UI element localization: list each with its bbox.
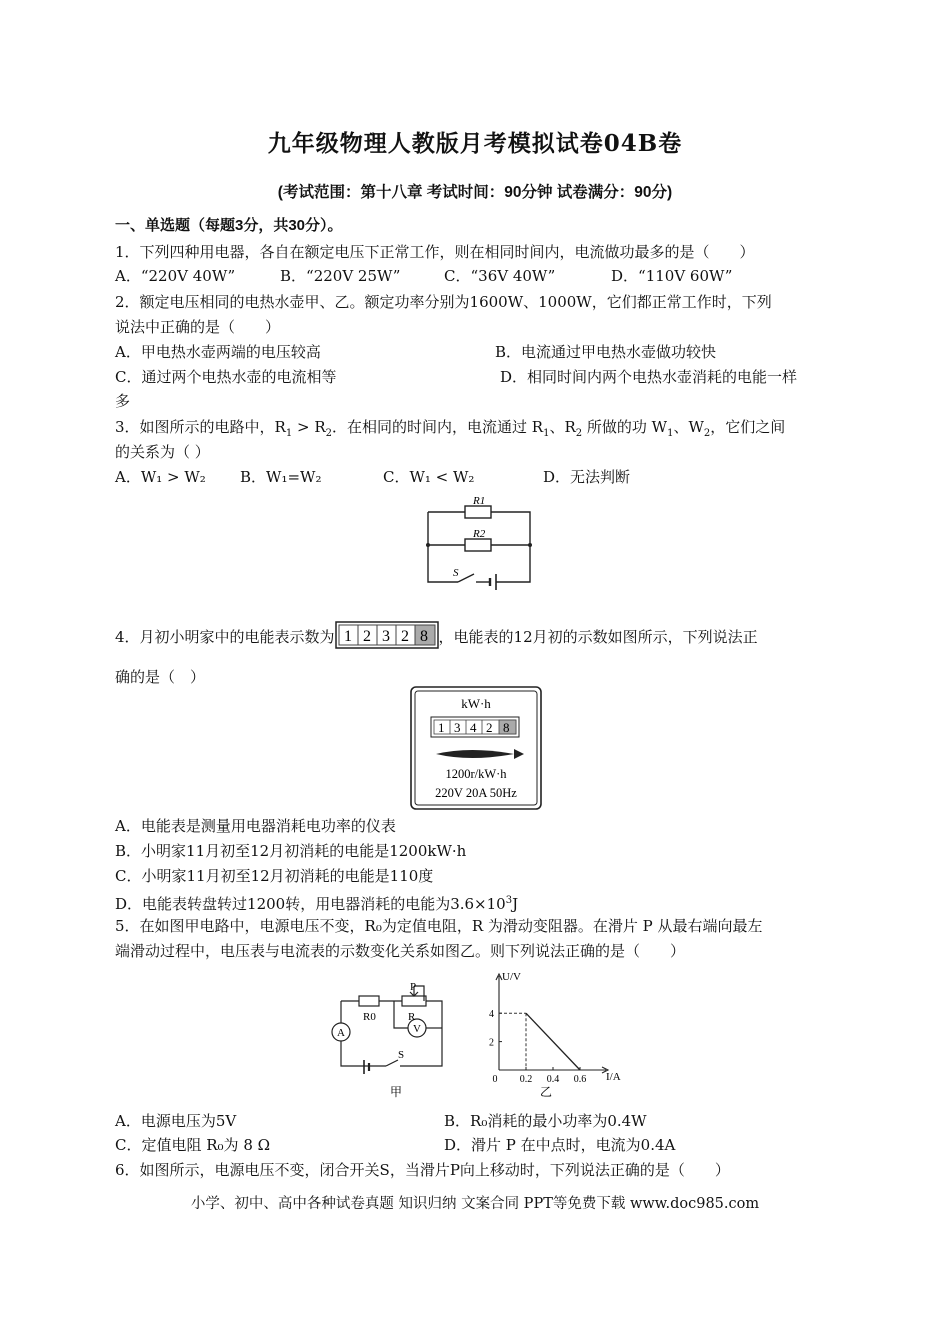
q3-option-c: C．W₁ < W₂ <box>383 468 475 486</box>
electric-meter-figure <box>410 686 542 810</box>
q1-stem: 1．下列四种用电器，各自在额定电压下正常工作，则在相同时间内，电流做功最多的是（ ） <box>115 243 755 261</box>
start-digit: 1 <box>343 628 352 645</box>
fig-jia-caption: 甲 <box>390 1085 403 1099</box>
q4-option-a: A．电能表是测量用电器消耗电功率的仪表 <box>115 817 396 835</box>
q2-option-d: D．相同时间内两个电热水壶消耗的电能一样 <box>500 368 798 386</box>
start-digit: 2 <box>362 628 371 645</box>
section-heading: 一、单选题（每题3分，共30分）。 <box>115 217 343 234</box>
q3-stem-line2: 的关系为（ ） <box>115 443 210 461</box>
r1-label: R1 <box>473 495 486 507</box>
meter-digit: 1 <box>438 720 445 735</box>
q4-stem-line2: 确的是（ ） <box>115 668 206 686</box>
voltmeter-label: V <box>413 1023 421 1035</box>
switch-lever <box>458 574 474 582</box>
q4-option-b: B．小明家11月初至12月初消耗的电能是1200kW·h <box>115 842 467 860</box>
fig-yi-caption: 乙 <box>540 1085 553 1098</box>
rheostat-r <box>402 996 426 1006</box>
x-tick-label: 0.4 <box>546 1074 560 1085</box>
q2-stem-line2: 说法中正确的是（ ） <box>115 318 281 336</box>
r1-resistor <box>465 506 491 518</box>
q5-option-a: A．电源电压为5V <box>115 1112 237 1130</box>
q1-option-a: A．“220V 40W” <box>115 267 236 285</box>
q3-circuit-diagram <box>418 490 538 590</box>
q6-stem: 6．如图所示，电源电压不变，闭合开关S，当滑片P向上移动时，下列说法正确的是（ ） <box>115 1161 730 1179</box>
q4-option-c: C．小明家11月初至12月初消耗的电能是110度 <box>115 867 434 885</box>
r-label: R <box>408 1011 416 1023</box>
x-tick-label: 0 <box>492 1074 498 1085</box>
q2-option-a: A．甲电热水壶两端的电压较高 <box>115 343 321 361</box>
r0-resistor <box>359 996 379 1006</box>
q3-stem-line1: 3．如图所示的电路中，$R_1 > R_2$．在相同的时间内，电流通过 $R_1$、$R_2$ 所做的功 $W_1$、$W_2$，它们之间 <box>115 418 786 439</box>
meter-digit: 4 <box>470 720 477 735</box>
q3-option-a: A．W₁ > W₂ <box>115 468 206 486</box>
y-tick-label: 4 <box>489 1009 494 1021</box>
y-axis-label: U/V <box>502 971 521 983</box>
q2-option-d-cont: 多 <box>115 392 131 410</box>
page-footer: 小学、初中、高中各种试卷真题 知识归纳 文案合同 PPT等免费下载 www.doc985.com <box>190 1196 760 1212</box>
q5-switch-lever <box>386 1060 398 1066</box>
q5-stem-line2: 端滑动过程中，电压表与电流表的示数变化关系如图乙。则下列说法正确的是（ ） <box>115 942 686 960</box>
q1-option-b: B．“220V 25W” <box>280 267 401 285</box>
q4-option-d: D．电能表转盘转过1200转，用电器消耗的电能为$3.6\times 10^3J$ <box>115 895 519 913</box>
q5-circuit-jia <box>328 980 452 1102</box>
meter-unit: kW·h <box>461 696 491 711</box>
q5-switch-label: S <box>398 1049 405 1061</box>
q5-ui-chart <box>480 966 630 1098</box>
meter-rate: 1200r/kW·h <box>445 767 507 781</box>
meter-digit-decimal: 8 <box>503 720 510 735</box>
page-title: 九年级物理人教版月考模拟试卷04B卷 <box>267 130 683 157</box>
q5-option-d: D．滑片 P 在中点时，电流为0.4A <box>444 1136 676 1154</box>
y-tick-label: 2 <box>489 1037 494 1049</box>
meter-digit: 3 <box>454 720 461 735</box>
start-digit: 3 <box>381 628 390 645</box>
q2-option-c: C．通过两个电热水壶的电流相等 <box>115 368 337 386</box>
x-tick-label: 0.2 <box>519 1074 533 1085</box>
meter-spec: 220V 20A 50Hz <box>435 786 517 800</box>
meter-digit: 2 <box>486 720 493 735</box>
switch-label: S <box>453 567 459 579</box>
start-meter-reading <box>335 627 439 649</box>
q3-option-d: D．无法判断 <box>543 468 631 486</box>
q2-option-b: B．电流通过甲电热水壶做功较快 <box>495 343 717 361</box>
x-tick-label: 0.6 <box>573 1074 587 1085</box>
slider-label: P <box>410 981 417 993</box>
r2-label: R2 <box>473 528 486 540</box>
start-digit-decimal: 8 <box>419 628 428 645</box>
q3-option-b: B．W₁=W₂ <box>240 468 322 486</box>
q2-stem-line1: 2．额定电压相同的电热水壶甲、乙。额定功率分别为1600W、1000W，它们都正常工作时，下列 <box>115 293 772 311</box>
q1-option-c: C．“36V 40W” <box>444 267 556 285</box>
start-digit: 2 <box>400 628 409 645</box>
r2-resistor <box>465 539 491 551</box>
q4-stem-line1: 4．月初小明家中的电能表示数为 1 2 3 2 8 ，电能表的12月初的示数如图所示，下列说法正 <box>115 627 758 649</box>
series-line <box>526 1013 580 1070</box>
q1-option-d: D．“110V 60W” <box>611 267 733 285</box>
exam-subtitle: (考试范围：第十八章 考试时间：90分钟 试卷满分：90分) <box>277 184 673 201</box>
r0-label: R0 <box>363 1011 376 1023</box>
ammeter-label: A <box>337 1027 345 1039</box>
q5-option-c: C．定值电阻 R₀为 8 Ω <box>115 1136 271 1154</box>
q5-stem-line1: 5．在如图甲电路中，电源电压不变，R₀为定值电阻，R 为滑动变阻器。在滑片 P 从最右端向最左 <box>115 917 763 935</box>
q5-option-b: B．R₀消耗的最小功率为0.4W <box>444 1112 647 1130</box>
x-axis-label: I/A <box>606 1071 621 1083</box>
